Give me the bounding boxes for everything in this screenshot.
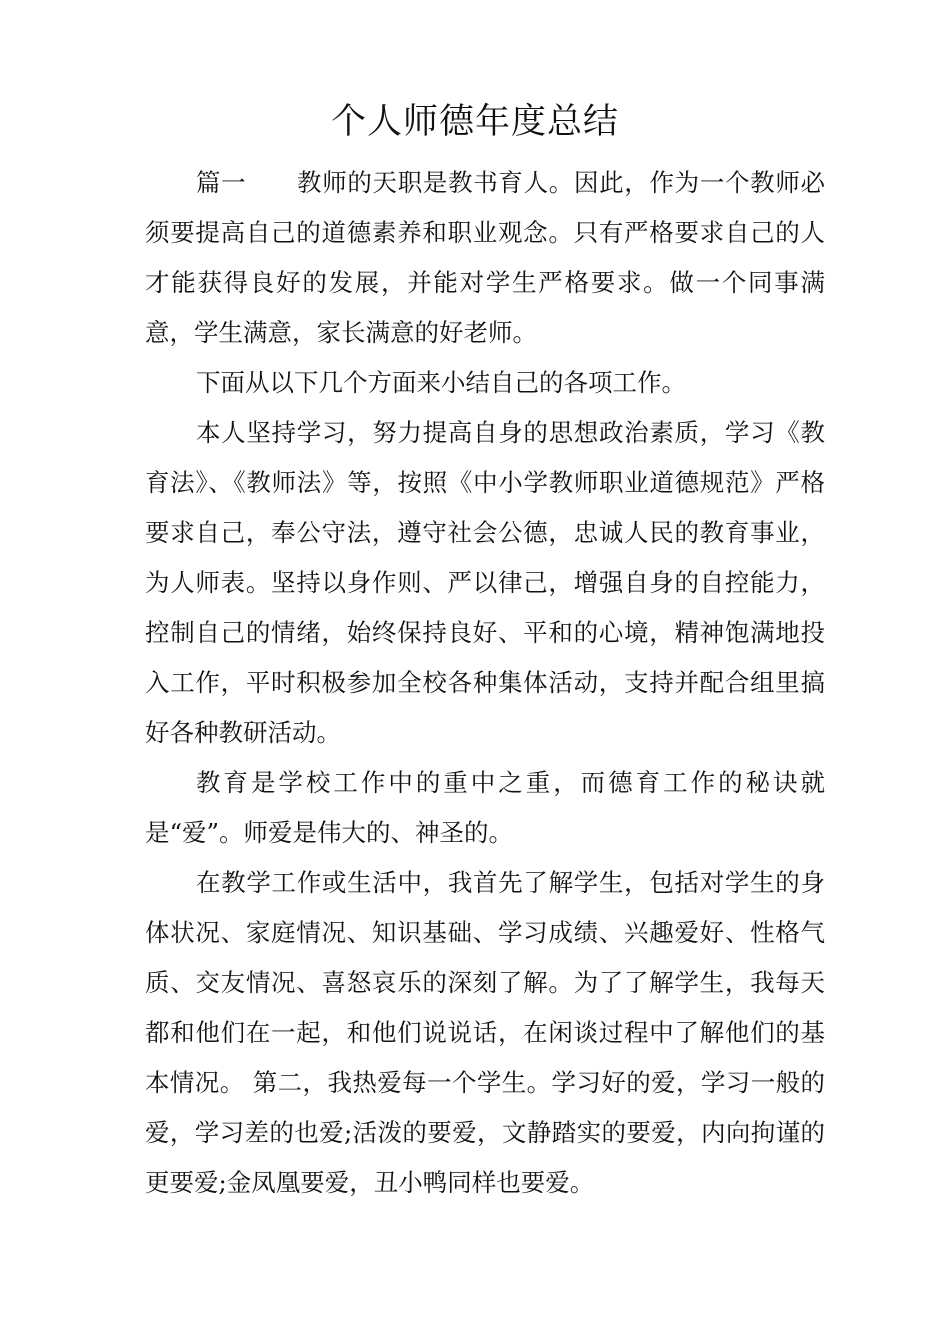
section-label: 篇一 bbox=[196, 168, 247, 197]
paragraph-1-text: 教师的天职是教书育人。因此，作为一个教师必须要提高自己的道德素养和职业观念。只有严格要求自己的人才能获得良好的发展，并能对学生严格要求。做一个同事满意，学生满意，家长满意的好老师。 bbox=[145, 168, 826, 347]
paragraph-3: 本人坚持学习，努力提高自身的思想政治素质，学习《教育法》、《教师法》等，按照《中小学教师职业道德规范》严格要求自己，奉公守法，遵守社会公德，忠诚人民的教育事业，为人师表。坚持以身作则、严以律己，增强自身的自控能力，控制自己的情绪，始终保持良好、平和的心境，精神饱满地投入工作，平时积极参加全校各种集体活动，支持并配合组里搞好各种教研活动。 bbox=[145, 418, 825, 747]
paragraph-4: 教育是学校工作中的重中之重，而德育工作的秘诀就是“爱”。师爱是伟大的、神圣的。 bbox=[145, 768, 825, 847]
paragraph-1 bbox=[145, 158, 825, 358]
paragraph-2: 下面从以下几个方面来小结自己的各项工作。 bbox=[196, 368, 686, 397]
document-body bbox=[145, 158, 825, 1208]
document-title: 个人师德年度总结 bbox=[330, 102, 619, 142]
paragraph-5: 在教学工作或生活中，我首先了解学生，包括对学生的身体状况、家庭情况、知识基础、学习成绩、兴趣爱好、性格气质、交友情况、喜怒哀乐的深刻了解。为了了解学生，我每天都和他们在一起，和他们说说话，在闲谈过程中了解他们的基本情况。 第二，我热爱每一个学生。学习好的爱，学习一般的爱，学习差的也爱;活泼的要爱，文静踏实的要爱，内向拘谨的更要爱;金凤凰要爱，丑小鸭同样也要爱。 bbox=[145, 868, 825, 1197]
